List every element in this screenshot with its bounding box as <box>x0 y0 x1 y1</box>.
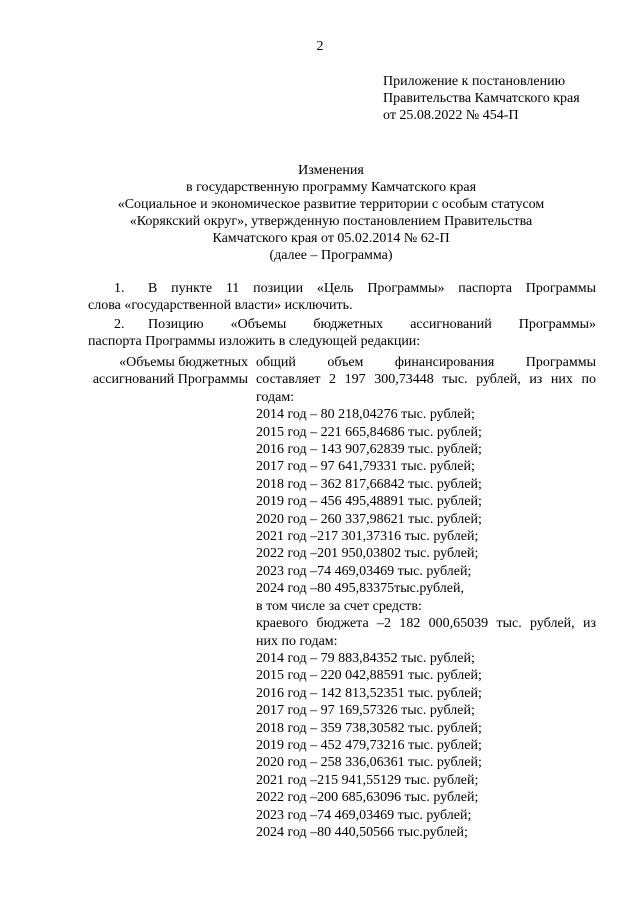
funding-intro-line: годам: <box>256 389 295 405</box>
regional-year-line: 2024 год –80 440,50566 тыс.рублей; <box>256 824 468 840</box>
regional-year-line: 2020 год – 258 336,06361 тыс. рублей; <box>256 755 482 771</box>
total-year-line: 2019 год – 456 495,48891 тыс. рублей; <box>256 494 482 510</box>
regional-budget-line: них по годам: <box>256 633 338 649</box>
heading-title: Изменения <box>298 163 364 178</box>
heading-line: Камчатского края от 05.02.2014 № 62-П <box>212 231 450 246</box>
appendix-line: Правительства Камчатского края <box>383 91 580 106</box>
total-year-line: 2022 год –201 950,03802 тыс. рублей; <box>256 546 479 562</box>
heading-line: в государственную программу Камчатского края <box>185 180 477 195</box>
appendix-line: Приложение к постановлению <box>383 74 566 89</box>
regional-year-line: 2017 год – 97 169,57326 тыс. рублей; <box>256 703 475 719</box>
total-year-line: 2023 год –74 469,03469 тыс. рублей; <box>256 563 472 579</box>
regional-year-line: 2014 год – 79 883,84352 тыс. рублей; <box>256 650 475 666</box>
paragraph-1-continuation: слова «государственной власти» исключить. <box>88 298 353 313</box>
table-left-line: «Объемы бюджетных <box>119 355 248 370</box>
funding-intro-line: составляет 2 197 300,73448 тыс. рублей, из них по <box>256 372 596 388</box>
total-year-line: 2020 год – 260 337,98621 тыс. рублей; <box>256 511 482 527</box>
heading-line: «Социальное и экономическое развитие территории с особым статусом <box>117 197 545 212</box>
total-year-line: 2018 год – 362 817,66842 тыс. рублей; <box>256 476 482 492</box>
regional-year-line: 2022 год –200 685,63096 тыс. рублей; <box>256 790 479 806</box>
paragraph-number: 1. <box>114 281 125 296</box>
total-year-line: 2015 год – 221 665,84686 тыс. рублей; <box>256 424 482 440</box>
page-number: 2 <box>316 39 324 54</box>
document-heading <box>60 162 602 264</box>
paragraph-2-first-line <box>114 316 596 333</box>
table-left-cell <box>76 354 248 388</box>
total-year-line: 2016 год – 143 907,62839 тыс. рублей; <box>256 442 482 458</box>
heading-line: «Корякский округ», утвержденную постановлением Правительства <box>129 214 533 229</box>
paragraph-text: Позицию «Объемы бюджетных ассигнований Программы» <box>148 317 596 332</box>
regional-year-line: 2019 год – 452 479,73216 тыс. рублей; <box>256 737 482 753</box>
table-right-cell <box>256 354 596 841</box>
total-year-line: 2024 год –80 495,83375тыс.рублей, <box>256 581 464 597</box>
paragraph-text: В пункте 11 позиции «Цель Программы» паспорта Программы <box>148 281 596 296</box>
heading-line: (далее – Программа) <box>269 248 393 263</box>
paragraph-2-continuation: паспорта Программы изложить в следующей редакции: <box>88 334 421 349</box>
table-left-line: ассигнований Программы <box>92 372 248 387</box>
regional-year-line: 2021 год –215 941,55129 тыс. рублей; <box>256 772 479 788</box>
appendix-line: от 25.08.2022 № 454-П <box>383 108 519 123</box>
appendix-block <box>383 73 580 124</box>
paragraph-1-first-line <box>114 280 596 297</box>
regional-year-line: 2023 год –74 469,03469 тыс. рублей; <box>256 807 472 823</box>
funding-intro-line: общий объем финансирования Программы <box>256 355 596 370</box>
regional-year-line: 2018 год – 359 738,30582 тыс. рублей; <box>256 720 482 736</box>
including-line: в том числе за счет средств: <box>256 598 422 614</box>
total-year-line: 2017 год – 97 641,79331 тыс. рублей; <box>256 459 475 475</box>
regional-year-line: 2015 год – 220 042,88591 тыс. рублей; <box>256 668 482 684</box>
regional-budget-line: краевого бюджета –2 182 000,65039 тыс. рублей, из <box>256 616 596 632</box>
regional-year-line: 2016 год – 142 813,52351 тыс. рублей; <box>256 685 482 701</box>
total-year-line: 2014 год – 80 218,04276 тыс. рублей; <box>256 407 475 423</box>
total-year-line: 2021 год –217 301,37316 тыс. рублей; <box>256 529 479 545</box>
paragraph-number: 2. <box>114 317 125 332</box>
